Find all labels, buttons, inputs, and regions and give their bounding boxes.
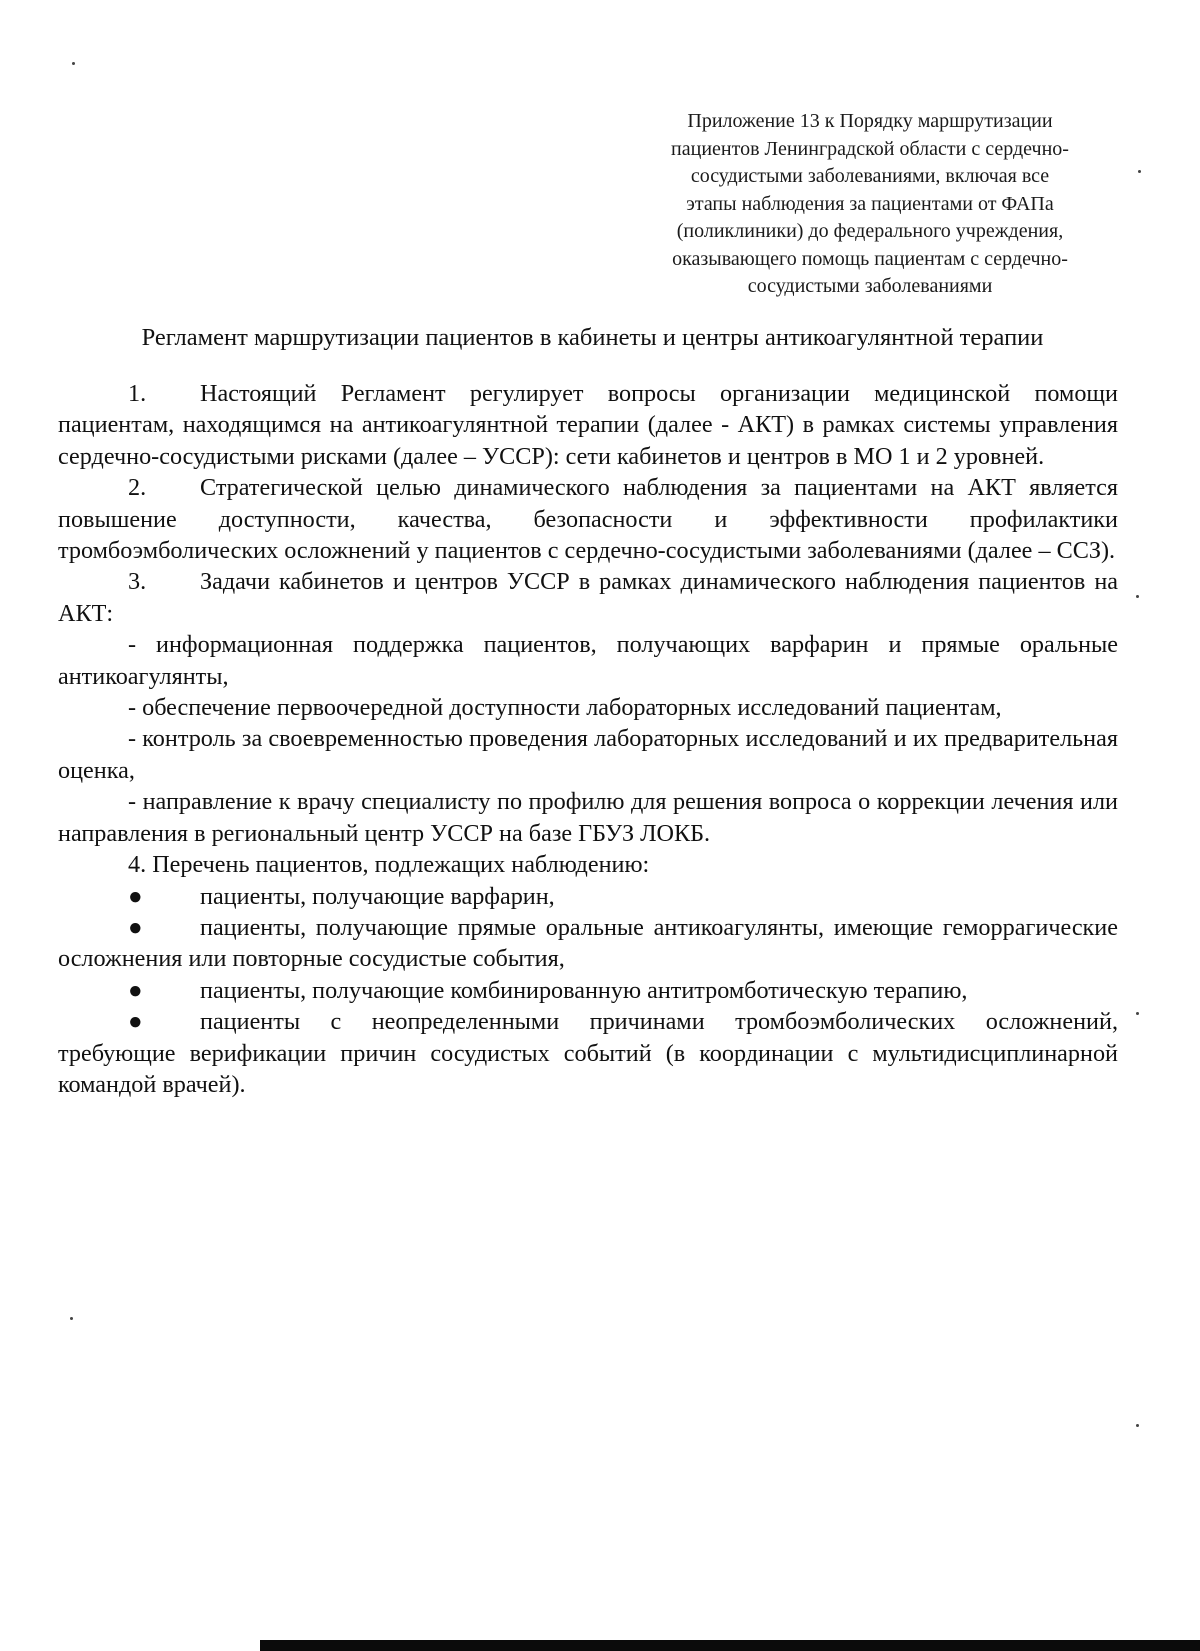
scan-speck [1138, 170, 1141, 173]
paragraph-2 [58, 472, 1118, 566]
paragraph-1 [58, 378, 1118, 472]
paragraph-text: Настоящий Регламент регулирует вопросы организации медицинской помощи пациентам, находящимся на антикоагулянтной терапии (далее - АКТ) в рамках системы управления сердечно-сосудистыми рисками (далее – УССР): сети кабинетов и центров в МО 1 и 2 уровней. [58, 380, 1118, 470]
paragraph-number: 2. [128, 474, 147, 502]
annex-note-line: оказывающего помощь пациентам с сердечно- [672, 247, 1068, 270]
scan-speck [1136, 1424, 1139, 1427]
patient-item [58, 1006, 1118, 1100]
patient-item-text: пациенты с неопределенными причинами тромбоэмболических осложнений, требующие верификации причин сосудистых событий (в координации с мультидисциплинарной командой врачей). [58, 1008, 1118, 1098]
scan-edge-shadow [260, 1640, 1200, 1651]
annex-note [620, 108, 1120, 301]
annex-note-line: (поликлиники) до федерального учреждения, [676, 220, 1064, 242]
task-item: - обеспечение первоочередной доступности лабораторных исследований пациентам, [128, 694, 1002, 722]
document-body [58, 378, 1118, 1100]
paragraph-4: 4. Перечень пациентов, подлежащих наблюдению: [128, 851, 650, 879]
scan-speck [72, 62, 75, 65]
annex-note-line: пациентов Ленинградской области с сердечно- [671, 137, 1069, 160]
patient-item [58, 912, 1118, 975]
patient-item-text: пациенты, получающие прямые оральные антикоагулянты, имеющие геморрагические осложнения или повторные сосудистые события, [58, 913, 1118, 973]
paragraph-number: 3. [128, 568, 147, 596]
paragraph-number: 1. [128, 380, 147, 407]
patient-item-text: пациенты, получающие комбинированную антитромботическую терапию, [200, 976, 968, 1004]
bullet-icon: ● [128, 913, 143, 941]
scan-speck [1136, 595, 1139, 598]
paragraph-3 [58, 566, 1118, 629]
paragraph-text: Задачи кабинетов и центров УССР в рамках динамического наблюдения пациентов на АКТ: [58, 568, 1118, 627]
bullet-icon: ● [128, 882, 143, 910]
task-item: - контроль за своевременностью проведения лабораторных исследований и их предварительная оценка, [58, 725, 1118, 784]
task-item: - информационная поддержка пациентов, получающих варфарин и прямые оральные антикоагулянты, [58, 631, 1118, 690]
scan-speck [1136, 1012, 1139, 1015]
patient-item [58, 975, 1118, 1006]
scan-speck [70, 1317, 73, 1320]
bullet-icon: ● [128, 1008, 143, 1036]
patient-item-text: пациенты, получающие варфарин, [200, 882, 555, 910]
task-item: - направление к врачу специалисту по профилю для решения вопроса о коррекции лечения или направления в региональный центр УССР на базе ГБУЗ ЛОКБ. [58, 788, 1118, 847]
annex-note-line: этапы наблюдения за пациентами от ФАПа [686, 192, 1054, 215]
bullet-icon: ● [128, 976, 143, 1004]
patient-item [58, 881, 1118, 912]
annex-note-line: сосудистыми заболеваниями [747, 275, 993, 297]
document-title: Регламент маршрутизации пациентов в кабинеты и центры антикоагулянтной терапии [141, 324, 1044, 351]
paragraph-text: Стратегической целью динамического наблюдения за пациентами на АКТ является повышение доступности, качества, безопасности и эффективности профилактики тромбоэмболических осложнений у пациентов с сердечно-сосудистыми заболеваниями (далее – ССЗ). [58, 474, 1118, 565]
annex-note-line: сосудистыми заболеваниями, включая все [690, 165, 1050, 187]
annex-note-line: Приложение 13 к Порядку маршрутизации [687, 110, 1053, 132]
